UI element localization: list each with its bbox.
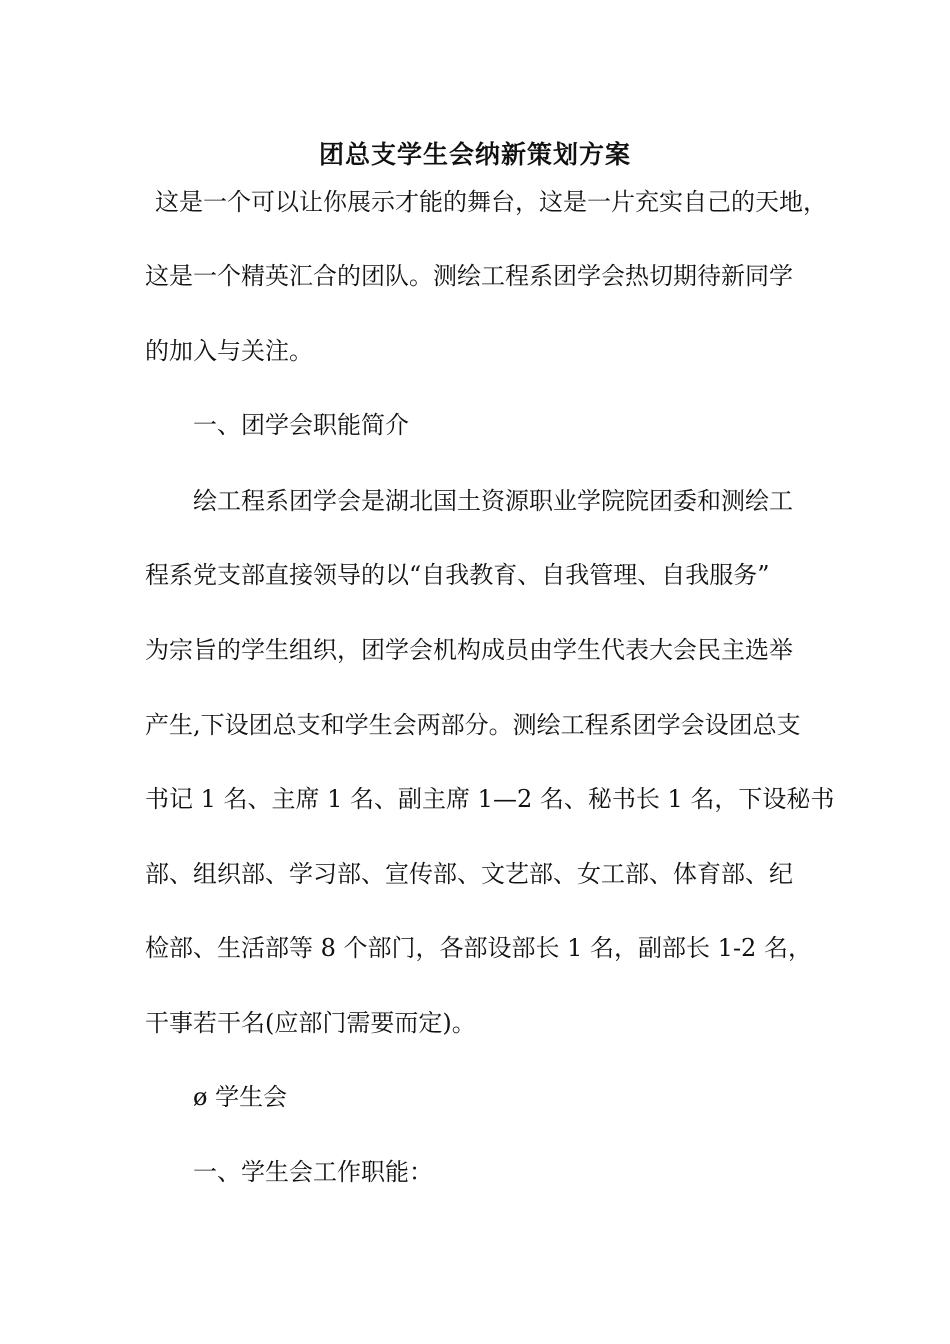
- body-line-6: 部、组织部、学习部、宣传部、文艺部、女工部、体育部、纪: [145, 860, 793, 888]
- section-heading-function-intro: 一、团学会职能简介: [193, 411, 409, 439]
- body-line-7: 检部、生活部等 8 个部门，各部设部长 1 名，副部长 1-2 名，: [145, 934, 812, 962]
- intro-line-2: 这是一个精英汇合的团队。测绘工程系团学会热切期待新同学: [145, 262, 793, 290]
- intro-line-3: 的加入与关注。: [145, 337, 313, 365]
- body-line-3: 为宗旨的学生组织，团学会机构成员由学生代表大会民主选举: [145, 636, 793, 664]
- body-line-5: 书记 1 名、主席 1 名、副主席 1—2 名、秘书长 1 名，下设秘书: [145, 785, 835, 813]
- section-heading-work-functions: 一、学生会工作职能：: [193, 1158, 433, 1186]
- intro-line-1: 这是一个可以让你展示才能的舞台，这是一片充实自己的天地，: [155, 188, 827, 216]
- body-line-4: 产生,下设团总支和学生会两部分。测绘工程系团学会设团总支: [145, 711, 801, 739]
- body-line-2: 程系党支部直接领导的以“自我教育、自我管理、自我服务”: [145, 561, 770, 589]
- document-title: 团总支学生会纳新策划方案: [318, 140, 631, 169]
- subheading-student-union: ø 学生会: [193, 1083, 288, 1111]
- body-line-1: 绘工程系团学会是湖北国土资源职业学院院团委和测绘工: [193, 487, 793, 515]
- body-line-8: 干事若干名(应部门需要而定)。: [145, 1009, 476, 1037]
